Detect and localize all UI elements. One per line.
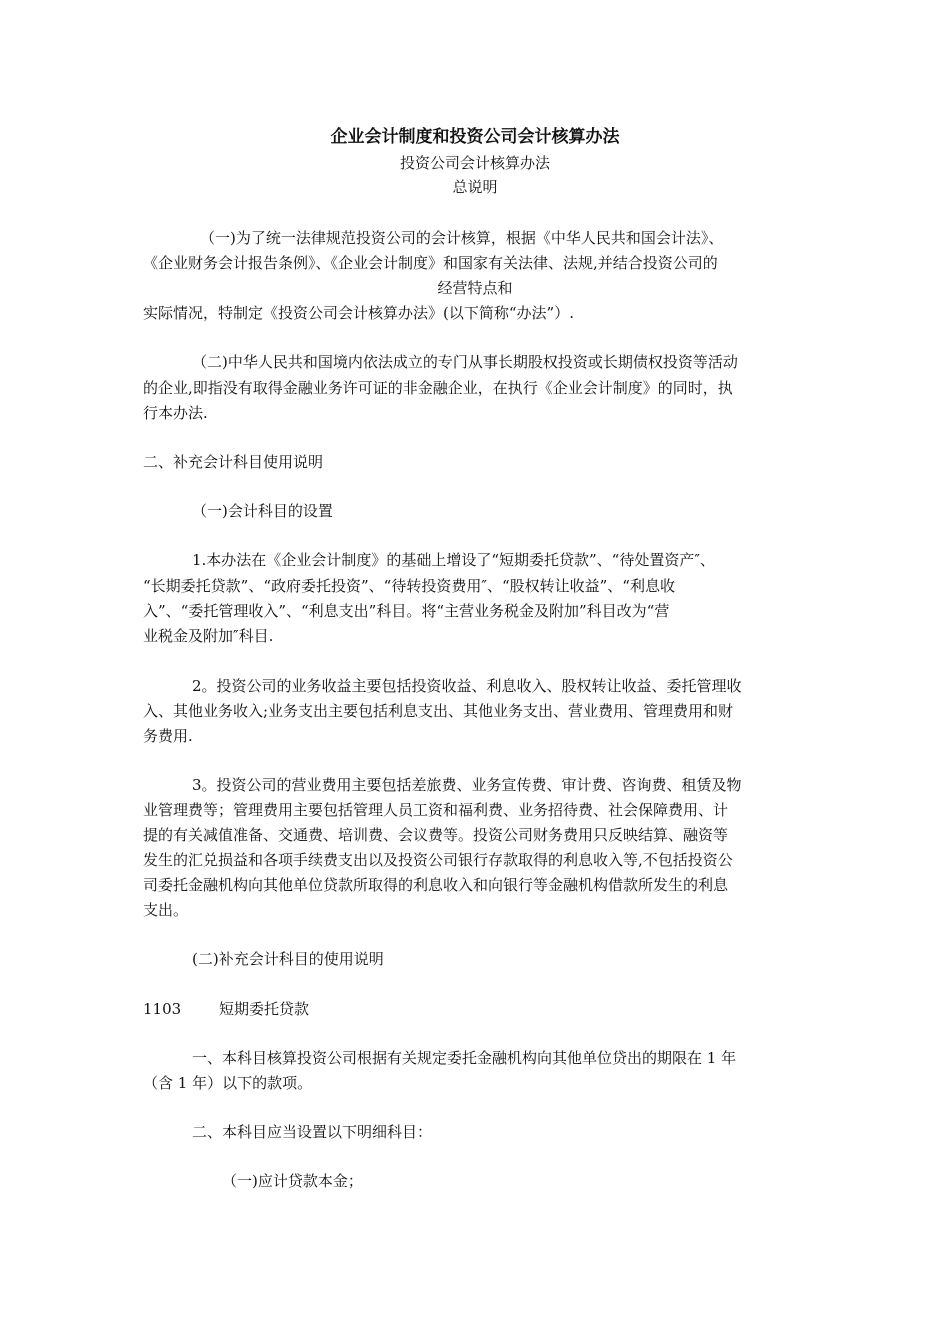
section-heading: 总说明 <box>452 178 498 196</box>
account-code: 1103 <box>143 1000 182 1018</box>
item-line: 业管理费等；管理费用主要包括管理人员工资和福利费、业务招待费、社会保障费用、计 <box>143 801 729 819</box>
item-line: 务费用. <box>143 727 193 745</box>
item-line: 司委托金融机构向其他单位贷款所取得的利息收入和向银行等金融机构借款所发生的利息 <box>143 876 729 894</box>
subsection-heading: （一)会计科目的设置 <box>192 502 333 520</box>
paragraph-line: 《企业财务会计报告条例》、《企业会计制度》和国家有关法律、法规,并结合投资公司的 <box>143 254 718 272</box>
item-line: 3。投资公司的营业费用主要包括差旅费、业务宣传费、审计费、咨询费、租赁及物 <box>192 776 742 794</box>
paragraph-line: 实际情况，特制定《投资公司会计核算办法》(以下简称“办法”）. <box>143 304 574 322</box>
document-title: 企业会计制度和投资公司会计核算办法 <box>330 127 620 147</box>
item-line: 入、其他业务收入;业务支出主要包括利息支出、其他业务支出、营业费用、管理费用和财 <box>143 702 734 720</box>
item-line: 入”、“委托管理收入”、“利息支出”科目。将“主营业务税金及附加”科目改为“营 <box>143 602 670 620</box>
paragraph-line: （一)为了统一法律规范投资公司的会计核算，根据《中华人民共和国会计法》、 <box>200 229 724 247</box>
account-paragraph-line: 二、本科目应当设置以下明细科目： <box>192 1123 433 1141</box>
item-line: 1.本办法在《企业会计制度》的基础上增设了“短期委托贷款”、“待处置资产″、 <box>192 551 715 569</box>
account-paragraph-line: （含 1 年）以下的款项。 <box>143 1074 313 1092</box>
paragraph-line: 的企业,即指没有取得金融业务许可证的非金融企业，在执行《企业会计制度》的同时，执 <box>143 379 733 397</box>
account-subitem: （一)应计贷款本金； <box>222 1172 363 1190</box>
item-line: 2。投资公司的业务收益主要包括投资收益、利息收入、股权转让收益、委托管理收 <box>192 677 742 695</box>
paragraph-line: 经营特点和 <box>437 279 513 297</box>
section-heading-2: 二、补充会计科目使用说明 <box>143 453 324 471</box>
paragraph-line: 行本办法. <box>143 404 208 422</box>
item-line: 提的有关减值准备、交通费、培训费、会议费等。投资公司财务费用只反映结算、融资等 <box>143 826 729 844</box>
item-line: 支出。 <box>143 901 189 919</box>
item-line: 业税金及附加″科目. <box>143 627 274 645</box>
item-line: 发生的汇兑损益和各项手续费支出以及投资公司银行存款取得的利息收入等,不包括投资公 <box>143 851 733 869</box>
document-subtitle: 投资公司会计核算办法 <box>399 154 550 172</box>
account-paragraph-line: 一、本科目核算投资公司根据有关规定委托金融机构向其他单位贷出的期限在 1 年 <box>192 1049 737 1067</box>
subsection-heading: (二)补充会计科目的使用说明 <box>192 950 384 968</box>
paragraph-line: （二)中华人民共和国境内依法成立的专门从事长期股权投资或长期债权投资等活动 <box>192 353 738 371</box>
item-line: “长期委托贷款”、“政府委托投资”、“待转投资费用″、“股权转让收益”、“利息收 <box>143 577 675 595</box>
account-name: 短期委托贷款 <box>219 1000 310 1018</box>
